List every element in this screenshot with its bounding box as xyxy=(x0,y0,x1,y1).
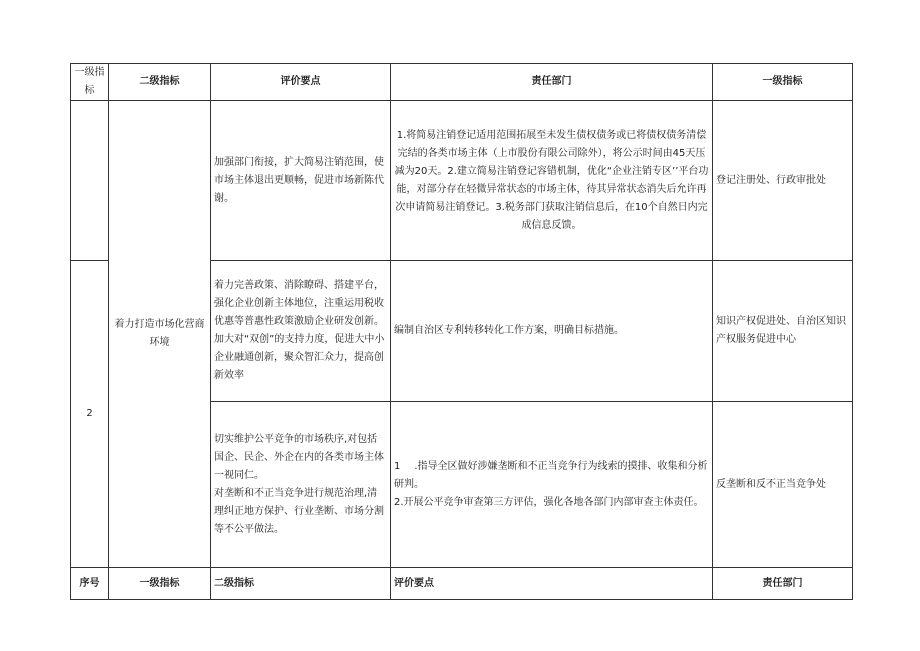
measure-item-1 xyxy=(394,458,709,494)
responsible-dept: 登记注册处、行政审批处 xyxy=(713,101,853,261)
evaluation-point: 着力完善政策、消除瞭碍、搭建平台，强化企业创新主体地位，注重运用税收优惠等普惠性政策激励企业研发创新。加大对“双创”的支持力度，促进大中小企业融通创新，聚众智汇众力，提高创新效率 xyxy=(211,261,391,402)
measure-text xyxy=(391,402,713,568)
header-row xyxy=(71,64,853,101)
measure-item-number: 1 xyxy=(394,460,401,472)
footer-col3: 二级指标 xyxy=(211,568,391,600)
header-col1: 一级指标 xyxy=(71,64,109,101)
measure-text: 编制自治区专利转移转化工作方案，明确目标措施。 xyxy=(391,261,713,402)
measure-item-1-text: .指导全区做好涉嫌垄断和不正当竞争行为线索的摸排、收集和分析研判。 xyxy=(394,460,708,490)
table-row xyxy=(71,101,853,261)
evaluation-point: 加强部门衔接，扩大简易注销范围，使市场主体退出更顺畅，促进市场新陈代谢。 xyxy=(211,101,391,261)
header-col2: 二级指标 xyxy=(109,64,211,101)
footer-col2: 一级指标 xyxy=(109,568,211,600)
measure-text: 1.将简易注销登记适用范围拓展至未发生债权债务或已将债权债务清偿完结的各类市场主体（上市股份有限公司除外），将公示时间由45天压减为20天。2.建立简易注销登记容错机制，优化“企业注销专区’’平台功能，对部分存在轻微异常状态的市场主体，待其异常状态消失后允许再次申请简易注销登记。3.税务部门获取注销信息后，在10个自然日内完成信息反馈。 xyxy=(391,101,713,261)
header-col3: 评价要点 xyxy=(211,64,391,101)
evaluation-point xyxy=(211,402,391,568)
secondary-indicator-cell: 着力打造市场化营商环境 xyxy=(109,101,211,568)
header-col4: 责任部门 xyxy=(391,64,713,101)
responsible-dept: 反垄断和反不正当竞争处 xyxy=(713,402,853,568)
responsible-dept: 知识产权促进处、自治区知识产权服务促进中心 xyxy=(713,261,853,402)
sequence-number: 2 xyxy=(71,261,109,568)
evaluation-point-a: 切实维护公平竞争的市场秩序,对包括国企、民企、外企在内的各类市场主体一视同仁。 xyxy=(214,433,384,481)
footer-col1: 序号 xyxy=(71,568,109,600)
measure-item-2: 2.开展公平竞争审查第三方评估，强化各地各部门内部审查主体责任。 xyxy=(394,496,704,508)
evaluation-table xyxy=(70,63,853,600)
empty-cell xyxy=(71,101,109,261)
footer-col5: 责任部门 xyxy=(713,568,853,600)
header-col5: 一级指标 xyxy=(713,64,853,101)
footer-row xyxy=(71,568,853,600)
evaluation-point-b: 对垄断和不正当竞争进行规范治理,清理纠正地方保护、行业垄断、市场分割等不公平做法。 xyxy=(214,487,384,535)
footer-col4: 评价要点 xyxy=(391,568,713,600)
